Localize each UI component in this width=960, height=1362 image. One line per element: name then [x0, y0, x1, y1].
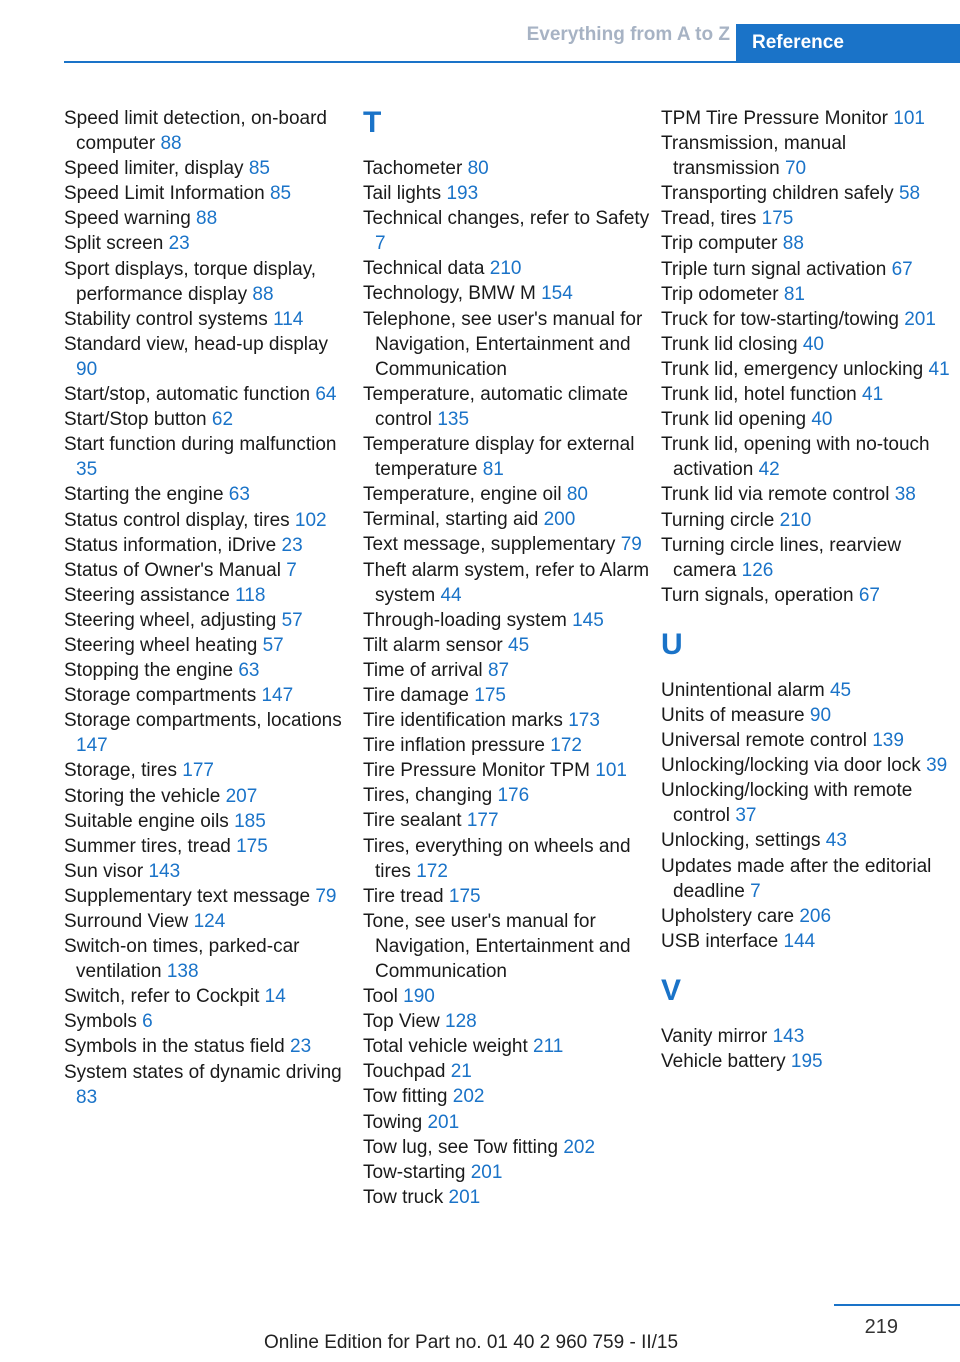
page-link[interactable]: 200	[543, 509, 576, 531]
page-link[interactable]: 201	[904, 308, 936, 330]
index-entry	[64, 583, 354, 608]
entry-term: Triple turn signal activation	[661, 258, 887, 280]
entry-term: Temperature, automatic climate control	[363, 383, 629, 430]
index-entry	[661, 828, 951, 853]
entry-term: Status control display, tires	[64, 509, 290, 531]
page-link[interactable]: 85	[269, 183, 292, 205]
page-link[interactable]: 88	[252, 283, 274, 305]
page-link[interactable]: 6	[142, 1011, 153, 1033]
page-link[interactable]: 7	[375, 233, 386, 255]
entry-term: Unintentional alarm	[661, 679, 825, 701]
index-entry	[64, 206, 354, 231]
page-link[interactable]: 201	[448, 1186, 481, 1208]
page-link[interactable]: 172	[550, 735, 582, 757]
entry-term: Turning circle lines, rearview camera	[661, 534, 902, 581]
entry-term: Tire inflation pressure	[363, 735, 545, 757]
index-entry	[64, 758, 354, 783]
entry-term: Tilt alarm sensor	[363, 634, 503, 656]
index-entry	[363, 834, 653, 884]
page-link[interactable]: 175	[474, 684, 506, 706]
page-link[interactable]: 145	[572, 609, 604, 631]
page-link[interactable]: 88	[196, 208, 218, 230]
entry-term: Tool	[363, 986, 398, 1008]
edition-note: Online Edition for Part no. 01 40 2 960 759 - II/15	[264, 1332, 679, 1353]
entry-term: Tail lights	[363, 183, 442, 205]
index-entry	[661, 432, 951, 482]
page-link[interactable]: 172	[416, 860, 448, 882]
index-entry	[64, 533, 354, 558]
entry-term: Tow-starting	[363, 1161, 466, 1183]
entry-term: Tire identification marks	[363, 710, 563, 732]
page-link[interactable]: 88	[160, 133, 182, 155]
index-entry	[661, 583, 951, 608]
entry-term: Supplementary text message	[64, 885, 311, 907]
page-link[interactable]: 143	[772, 1025, 805, 1047]
index-entry	[363, 608, 653, 633]
entry-term: Status of Owner's Manual	[64, 559, 281, 581]
index-entry	[363, 1135, 653, 1160]
entry-term: Tire tread	[363, 885, 444, 907]
page-link[interactable]: 185	[234, 810, 266, 832]
page-link[interactable]: 7	[750, 880, 761, 902]
index-entry	[661, 533, 951, 583]
entry-term: Storing the vehicle	[64, 785, 221, 807]
index-entry	[64, 407, 354, 432]
entry-term: USB interface	[661, 930, 779, 952]
index-entry	[661, 703, 951, 728]
index-entry	[661, 508, 951, 533]
entry-term: Theft alarm system, refer to Alarm system	[363, 559, 650, 606]
index-entry	[64, 432, 354, 482]
index-entry	[363, 758, 653, 783]
entry-term: Tire sealant	[363, 810, 462, 832]
page-link[interactable]: 80	[566, 484, 588, 506]
page-link[interactable]: 67	[891, 258, 913, 280]
page-link[interactable]: 175	[448, 885, 481, 907]
index-entry	[661, 307, 951, 332]
page-link[interactable]: 138	[166, 961, 199, 983]
index-entry	[363, 507, 653, 532]
entry-term: Technical data	[363, 258, 485, 280]
entry-term: Unlocking/locking with remote control	[661, 780, 913, 827]
index-entry	[64, 1060, 354, 1110]
entry-term: Trunk lid closing	[661, 333, 798, 355]
index-entry	[363, 181, 653, 206]
entry-term: Symbols	[64, 1011, 137, 1033]
page-link[interactable]: 41	[928, 358, 950, 380]
page-link[interactable]: 143	[148, 860, 181, 882]
page-link[interactable]: 206	[799, 905, 832, 927]
index-entry	[363, 884, 653, 909]
index-entry	[64, 859, 354, 884]
index-entry	[363, 1059, 653, 1084]
index-entry	[64, 231, 354, 256]
page-link[interactable]: 90	[809, 704, 832, 726]
header-rule	[64, 61, 960, 63]
entry-term: Universal remote control	[661, 730, 867, 752]
entry-term: Steering wheel, adjusting	[64, 609, 277, 631]
entry-term: Start/stop, automatic function	[64, 384, 311, 406]
page-link[interactable]: 118	[235, 584, 266, 606]
index-entry	[661, 904, 951, 929]
index-entry	[363, 432, 653, 482]
page-link[interactable]: 21	[450, 1061, 472, 1083]
index-entry	[363, 1084, 653, 1109]
index-entry	[661, 257, 951, 282]
page-link[interactable]: 23	[290, 1036, 312, 1058]
page-link[interactable]: 144	[783, 930, 816, 952]
page-link[interactable]: 41	[862, 384, 884, 406]
entry-term: Sport displays, torque display, performance display	[64, 258, 317, 305]
entry-term: Switch-on times, parked-car ventilation	[64, 936, 300, 983]
index-entry	[661, 332, 951, 357]
index-entry	[64, 984, 354, 1009]
page-link[interactable]: 207	[225, 785, 258, 807]
entry-term: Suitable engine oils	[64, 810, 229, 832]
entry-term: Trunk lid opening	[661, 409, 807, 431]
entry-term: Upholstery care	[661, 905, 795, 927]
index-entry	[661, 1049, 951, 1074]
page-link[interactable]: 58	[898, 183, 921, 205]
index-entry	[661, 407, 951, 432]
index-entry	[363, 1009, 653, 1034]
page-link[interactable]: 147	[261, 685, 294, 707]
page-link[interactable]: 154	[541, 283, 573, 305]
index-entry	[661, 282, 951, 307]
page-link[interactable]: 175	[761, 208, 794, 230]
entry-term: Telephone, see user's manual for Navigation, Entertainment and Communication	[363, 308, 643, 380]
entry-term: Time of arrival	[363, 659, 483, 681]
index-entry	[363, 256, 653, 281]
page-link[interactable]: 81	[783, 283, 805, 305]
page-header	[0, 0, 960, 62]
page-link[interactable]: 139	[872, 730, 904, 752]
index-entry	[64, 934, 354, 984]
entry-term: Standard view, head-up display	[64, 333, 329, 355]
index-entry	[661, 753, 951, 778]
entry-term: Technical changes, refer to Safety	[363, 208, 650, 230]
index-entry	[363, 558, 653, 608]
page-link[interactable]: 211	[533, 1036, 564, 1058]
index-entry	[363, 633, 653, 658]
entry-term: Tachometer	[363, 158, 463, 179]
entry-term: Units of measure	[661, 704, 805, 726]
page-link[interactable]: 14	[264, 986, 286, 1008]
index-entry	[363, 206, 653, 256]
index-letter: V	[661, 973, 682, 1007]
page-link[interactable]: 210	[779, 509, 812, 531]
page-link[interactable]: 57	[262, 634, 284, 656]
entry-term: Surround View	[64, 911, 189, 932]
page-link[interactable]: 45	[829, 679, 852, 701]
index-entry	[661, 231, 951, 256]
entry-term: Steering wheel heating	[64, 634, 258, 656]
index-entry	[64, 257, 354, 307]
index-entry	[363, 783, 653, 808]
entry-term: Stability control systems	[64, 308, 268, 330]
index-entry	[64, 106, 354, 156]
index-column-2	[363, 106, 653, 1210]
entry-term: Status information, iDrive	[64, 534, 277, 556]
page-link[interactable]: 202	[452, 1086, 485, 1108]
section-title: Everything from A to Z	[526, 24, 730, 45]
entry-term: Speed warning	[64, 208, 191, 230]
page-link[interactable]: 38	[894, 484, 916, 506]
index-entry	[363, 482, 653, 507]
page-link[interactable]: 63	[228, 484, 250, 506]
page-link[interactable]: 43	[825, 830, 847, 852]
entry-term: Towing	[363, 1111, 423, 1133]
page-link[interactable]: 201	[427, 1111, 460, 1133]
page-link[interactable]: 126	[741, 559, 774, 581]
entry-term: Steering assistance	[64, 584, 230, 606]
entry-term: Storage, tires	[64, 760, 177, 782]
index-entry	[661, 131, 951, 181]
page-link[interactable]: 177	[182, 760, 214, 782]
entry-term: Stopping the engine	[64, 660, 234, 682]
page-link[interactable]: 176	[497, 785, 530, 807]
index-entry	[64, 181, 354, 206]
index-entry	[363, 307, 653, 382]
index-entry	[64, 608, 354, 633]
index-entry	[363, 532, 653, 557]
entry-term: Sun visor	[64, 860, 144, 882]
entry-term: Temperature, engine oil	[363, 484, 562, 506]
index-entry	[363, 708, 653, 733]
entry-term: Tow truck	[363, 1186, 444, 1208]
index-entry	[64, 708, 354, 758]
entry-term: Starting the engine	[64, 484, 224, 506]
entry-term: Touchpad	[363, 1061, 446, 1083]
page-link[interactable]: 147	[76, 735, 108, 757]
page-link[interactable]: 128	[445, 1011, 477, 1033]
page-link[interactable]: 173	[568, 710, 600, 732]
page-link[interactable]: 81	[482, 459, 504, 481]
entry-term: Technology, BMW M	[363, 283, 536, 305]
entry-term: Tow lug, see Tow fitting	[363, 1136, 559, 1158]
page-link[interactable]: 44	[440, 584, 462, 606]
index-entry	[661, 778, 951, 828]
index-entry	[64, 558, 354, 583]
page-link[interactable]: 70	[784, 158, 807, 180]
index-entry	[64, 834, 354, 859]
page-link[interactable]: 202	[563, 1136, 596, 1158]
index-entry	[64, 382, 354, 407]
entry-term: Trunk lid, opening with no-touch activation	[661, 434, 930, 481]
entry-term: Truck for tow-starting/towing	[661, 308, 899, 330]
page-link[interactable]: 80	[467, 158, 489, 179]
page-link[interactable]: 67	[858, 584, 880, 606]
index-entry	[661, 106, 951, 131]
index-entry	[661, 382, 951, 407]
page-link[interactable]: 40	[811, 409, 833, 431]
entry-term: System states of dynamic driving	[64, 1061, 342, 1083]
index-entry	[363, 1160, 653, 1185]
entry-term: Tow fitting	[363, 1086, 448, 1108]
index-letter: U	[661, 627, 683, 661]
entry-term: Updates made after the editorial deadline	[661, 855, 932, 902]
index-entry	[363, 382, 653, 432]
entry-term: Trunk lid, hotel function	[661, 384, 857, 406]
page-link[interactable]: 63	[238, 660, 260, 682]
page-link[interactable]: 88	[782, 233, 804, 255]
index-entry	[64, 809, 354, 834]
entry-term: Through-loading system	[363, 609, 567, 631]
entry-term: Tire Pressure Monitor TPM	[363, 760, 590, 782]
page-link[interactable]: 39	[926, 755, 948, 777]
index-entry	[363, 984, 653, 1009]
page-link[interactable]: 135	[437, 408, 470, 430]
index-entry	[363, 281, 653, 306]
index-entry	[64, 633, 354, 658]
entry-term: Text message, supplementary	[363, 534, 616, 556]
page-link[interactable]: 175	[236, 835, 268, 857]
page-link[interactable]: 35	[76, 459, 98, 481]
entry-term: Trip odometer	[661, 283, 779, 305]
index-entry	[661, 482, 951, 507]
index-entry	[64, 884, 354, 909]
entry-term: Transmission, manual transmission	[661, 133, 847, 180]
entry-term: Tire damage	[363, 684, 469, 706]
page-link[interactable]: 7	[286, 559, 297, 581]
index-entry	[363, 1034, 653, 1059]
entry-term: Speed limit detection, on-board computer	[64, 108, 327, 155]
page-link[interactable]: 42	[758, 459, 780, 481]
index-entry	[661, 854, 951, 904]
index-entry	[363, 1110, 653, 1135]
index-column-3	[661, 106, 951, 1074]
footer-rule	[834, 1304, 960, 1306]
page-link[interactable]: 101	[893, 108, 925, 129]
index-entry	[363, 808, 653, 833]
page-link[interactable]: 85	[248, 158, 270, 180]
index-entry	[661, 929, 951, 954]
entry-term: Trunk lid via remote control	[661, 484, 890, 506]
entry-term: Storage compartments, locations	[64, 710, 342, 732]
entry-term: Unlocking/locking via door lock	[661, 755, 921, 777]
entry-term: Vanity mirror	[661, 1025, 768, 1047]
index-entry	[363, 683, 653, 708]
page-link[interactable]: 64	[315, 384, 337, 406]
index-entry	[64, 658, 354, 683]
entry-term: Split screen	[64, 233, 164, 255]
page-link[interactable]: 79	[620, 534, 642, 556]
entry-term: Start function during malfunction	[64, 434, 337, 456]
index-entry	[64, 482, 354, 507]
index-entry	[64, 156, 354, 181]
index-entry	[64, 784, 354, 809]
page-link[interactable]: 102	[294, 509, 327, 531]
index-entry	[661, 728, 951, 753]
page-link[interactable]: 190	[403, 986, 435, 1008]
page-link[interactable]: 23	[168, 233, 190, 255]
entry-term: Summer tires, tread	[64, 835, 231, 857]
index-entry	[64, 332, 354, 382]
entry-term: Temperature display for external temperature	[363, 434, 635, 481]
page-link[interactable]: 114	[273, 308, 304, 330]
index-entry	[363, 733, 653, 758]
index-letter: T	[363, 106, 382, 139]
page-link[interactable]: 87	[487, 659, 510, 681]
entry-term: Total vehicle weight	[363, 1036, 528, 1058]
index-entry	[661, 357, 951, 382]
entry-term: Tone, see user's manual for Navigation, Entertainment and Communication	[363, 910, 631, 982]
entry-term: Unlocking, settings	[661, 830, 821, 852]
index-column-1	[64, 106, 354, 1110]
page-number: 219	[864, 1316, 898, 1338]
index-entry	[64, 1034, 354, 1059]
page-link[interactable]: 40	[802, 333, 824, 355]
entry-term: Turning circle	[661, 509, 775, 531]
index-entry	[661, 181, 951, 206]
page-link[interactable]: 124	[193, 911, 226, 932]
entry-term: Switch, refer to Cockpit	[64, 986, 260, 1008]
entry-term: Top View	[363, 1011, 440, 1033]
entry-term: Transporting children safely	[661, 183, 894, 205]
entry-term: Vehicle battery	[661, 1051, 786, 1072]
reference-tab: Reference	[736, 24, 960, 62]
index-entry	[64, 909, 354, 934]
page-link[interactable]: 57	[281, 609, 303, 631]
page-link[interactable]: 90	[76, 358, 98, 380]
entry-term: TPM Tire Pressure Monitor	[661, 108, 888, 129]
index-entry	[363, 156, 653, 181]
entry-term: Trip computer	[661, 233, 778, 255]
entry-term: Terminal, starting aid	[363, 509, 539, 531]
index-entry	[64, 508, 354, 533]
entry-term: Speed Limit Information	[64, 183, 265, 205]
page-link[interactable]: 62	[211, 409, 234, 431]
page-link[interactable]: 177	[466, 810, 499, 832]
index-entry	[64, 307, 354, 332]
page-link[interactable]: 23	[281, 534, 303, 556]
page-link[interactable]: 101	[595, 760, 627, 782]
entry-term: Start/Stop button	[64, 409, 207, 431]
page-link[interactable]: 83	[76, 1086, 98, 1108]
entry-term: Turn signals, operation	[661, 584, 854, 606]
entry-term: Tread, tires	[661, 208, 757, 230]
page-link[interactable]: 193	[446, 183, 479, 205]
index-entry	[661, 678, 951, 703]
entry-term: Trunk lid, emergency unlocking	[661, 358, 924, 380]
entry-term: Speed limiter, display	[64, 158, 244, 180]
entry-term: Tires, everything on wheels and tires	[363, 835, 631, 882]
index-entry	[363, 909, 653, 984]
entry-term: Tires, changing	[363, 785, 493, 807]
page-link[interactable]: 210	[489, 258, 522, 280]
index-entry	[661, 206, 951, 231]
index-entry	[363, 1185, 653, 1210]
entry-term: Symbols in the status field	[64, 1036, 285, 1058]
page-link[interactable]: 195	[790, 1051, 823, 1072]
index-entry	[64, 1009, 354, 1034]
page-link[interactable]: 37	[735, 805, 757, 827]
index-entry	[661, 1024, 951, 1049]
index-entry	[64, 683, 354, 708]
page-link[interactable]: 201	[470, 1161, 503, 1183]
page-link[interactable]: 79	[315, 885, 337, 907]
page-link[interactable]: 45	[508, 634, 530, 656]
index-entry	[363, 658, 653, 683]
entry-term: Storage compartments	[64, 685, 257, 707]
